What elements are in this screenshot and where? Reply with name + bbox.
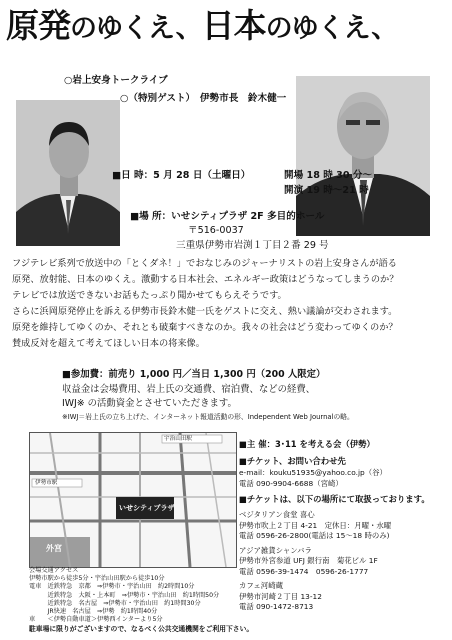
fee-price: ■参加費：前売り 1,000 円／当日 1,300 円（200 人限定） (62, 369, 326, 380)
venue-map (29, 432, 237, 568)
access-line: 近鉄特急 大阪・上本町 ⇒伊勢市・宇治山田 約1時間50分 (29, 591, 220, 599)
access-line: 伊勢市駅から徒歩5分・宇治山田駅から徒歩10分 (29, 575, 165, 583)
event-start-time: 開演 19 時〜21 時 (284, 185, 369, 196)
description-line: 賛成反対を超えて考えてほしい日本の将来像。 (12, 338, 205, 349)
map-station-label: 宇治山田駅 (164, 436, 192, 442)
map-venue-label: いせシティプラザ (119, 504, 175, 512)
access-info (29, 567, 239, 624)
fee-usage: 収益金は会場費用、岩上氏の交通費、宿泊費、などの経費、 (62, 383, 316, 395)
map-station-label-2: 伊勢市駅 (35, 480, 58, 486)
contact-label: ■チケット、お問い合わせ先 (239, 456, 346, 466)
event-open-time: 開場 18 時 30 分〜 (284, 170, 373, 181)
map-outer-shrine-label: 外宮 (46, 544, 62, 553)
contact-section (239, 438, 449, 613)
fee-usage-2: IWJ※ の活動資金とさせていただきます。 (62, 398, 237, 409)
parking-notice: 駐車場に限りがございますので、なるべく公共交通機関をご利用下さい。 (29, 625, 254, 633)
description-line: テレビでは放送できないお話もたっぷり聞かせてもらえそうです。 (12, 290, 287, 301)
event-postal-code: 〒516-0037 (188, 225, 244, 236)
fee-section (62, 368, 442, 423)
headline-part-3: 日本 (201, 6, 266, 45)
access-line: 電車 近鉄特急 京都 ⇒伊勢市・宇治山田 約2時間10分 (29, 583, 195, 591)
shop-address: 伊勢市外宮参道 UFJ 銀行南 菊花ビル 1F (239, 556, 378, 565)
access-line: JR快速 名古屋 ⇒伊勢 約1時間40分 (29, 608, 158, 616)
speaker-photo (16, 100, 120, 246)
shop-address: 伊勢市吹上２丁目 4-21 定休日：月曜・水曜 (239, 520, 392, 530)
access-line: 会場交通アクセス (29, 567, 79, 574)
shop-name: ベジタリアン食堂 喜心 (239, 510, 315, 519)
headline (6, 4, 446, 51)
headline-part-2: のゆくえ、 (70, 13, 202, 44)
event-venue: ■場 所：いせシティプラザ 2F 多目的ホール (130, 211, 325, 222)
description-line: フジテレビ系列で放送中の「とくダネ！」でおなじみのジャーナリストの岩上安身さんが語る (12, 258, 397, 269)
event-guest: ○（特別ゲスト） 伊勢市長 鈴木健一 (120, 93, 287, 104)
headline-part-4: のゆくえ、 (265, 13, 398, 44)
access-line: 車 ＜伊勢自動車道＞伊勢西インターより5分 (29, 616, 163, 624)
headline-part-1: 原発 (6, 6, 70, 45)
speaker-portrait (16, 100, 120, 246)
organizer-label: ■主 催：3･11 を考える会（伊勢） (239, 439, 375, 449)
event-date: ■日 時：5 月 28 日（土曜日） (112, 170, 251, 181)
shop-address: 伊勢市河崎２丁目 13-12 (239, 591, 322, 601)
contact-tel: 電話 090-9904-6688（宮崎） (239, 478, 343, 488)
description (12, 256, 442, 352)
ticket-label: ■チケットは、以下の場所にて取扱っております。 (239, 494, 430, 504)
shop-name: アジア雑貨シャンバラ (239, 545, 312, 555)
shop-tel: 電話 0596-26-2800(電話は 15〜18 時のみ) (239, 531, 390, 540)
description-line: 原発、放射能、日本のゆくえ。激動する日本社会、エネルギー政策はどうなってしまうのか？ (12, 274, 399, 285)
description-line: 原発を維持してゆくのか、それとも破棄すべきなのか。我々の社会はどう変わってゆくのか？ (12, 322, 398, 333)
fee-note: ※IWJ＝岩上氏の立ち上げた、インターネット報道活動の形、Independent Web Journalの略。 (62, 412, 354, 421)
shop-name: カフェ河崎蔵 (239, 581, 283, 590)
access-line: 近鉄特急 名古屋 ⇒伊勢市・宇治山田 約1時間30分 (29, 599, 201, 607)
description-line: さらに浜岡原発停止を訴える伊勢市長鈴木健一氏をゲストに交え、熱い議論が交わされます。 (12, 306, 398, 317)
shop-tel: 電話 090-1472-8713 (239, 602, 314, 611)
event-address: 三重県伊勢市岩渕１丁目２番 29 号 (176, 240, 329, 251)
contact-email[interactable]: e-mail：kouku51935@yahoo.co.jp（谷） (239, 468, 387, 477)
event-name: ○岩上安身トークライブ (64, 75, 168, 86)
shop-tel: 電話 0596-39-1474 0596-26-1777 (239, 566, 369, 576)
